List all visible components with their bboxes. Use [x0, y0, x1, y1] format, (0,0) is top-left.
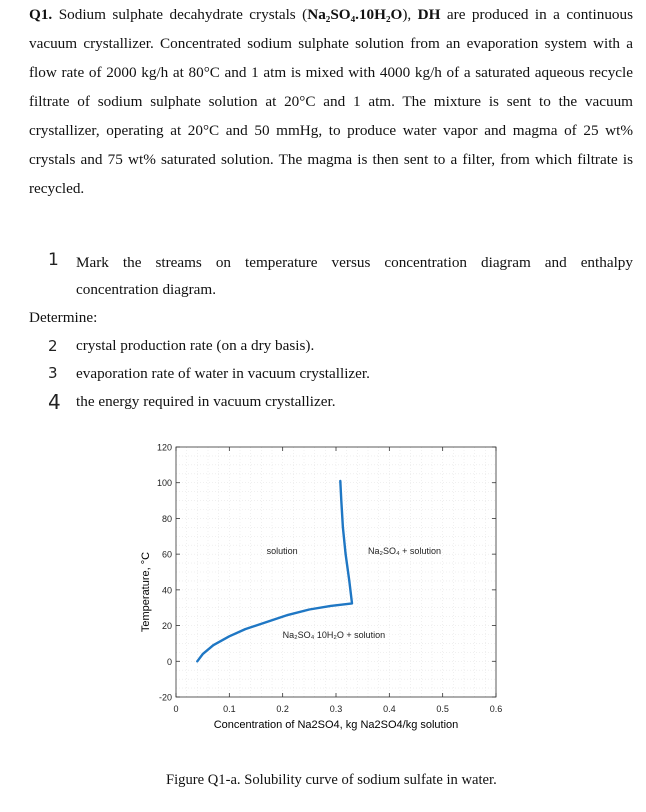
y-tick-label: -20 [158, 692, 172, 703]
question-body: are produced in a continuous vacuum crystallizer. Concentrated sodium sulphate solution from an evaporation system with a flow rate of 2000 kg/h at 80°C and 1 atm is mixed with 4000 kg/h of a saturated aqueous recycle filtrate of sodium sulphate solution at 20°C and 1 atm. The mixture is sent to the vacuum crystallizer, operating at 20°C and 50 mmHg, to produce water vapor and magma of 25 wt% crystals and 75 wt% saturated solution. The magma is then sent to a filter, from which filtrate is recycled. [29, 6, 634, 197]
x-tick-label: 0.4 [383, 704, 396, 714]
task-energy-required: the energy required in vacuum crystallizer. [76, 393, 336, 410]
y-tick-label: 40 [161, 585, 172, 596]
y-tick-label: 20 [161, 621, 172, 632]
determine-label: Determine: [29, 309, 98, 326]
y-tick-label: 120 [156, 442, 172, 453]
y-tick-label: 80 [161, 513, 172, 524]
chemical-formula: Na₂SO₄.10H₂O [307, 6, 403, 23]
x-axis-label: Concentration of Na2SO4, kg Na2SO4/kg solution [213, 719, 459, 731]
handwritten-number-2: 2 [48, 337, 58, 355]
x-tick-label: 0.1 [223, 704, 236, 714]
y-tick-label: 60 [161, 549, 172, 560]
handwritten-number-3: 3 [48, 364, 58, 382]
region-label: Na₂SO₄ 10H₂O + solution [282, 630, 386, 641]
task-crystal-rate: crystal production rate (on a dry basis). [76, 337, 315, 354]
question-intro: Sodium sulphate decahydrate crystals ( [58, 6, 308, 23]
product-abbreviation: DH [417, 6, 441, 23]
x-tick-label: 0.3 [329, 704, 343, 714]
task-mark-line2: concentration diagram. [76, 281, 217, 298]
figure-caption: Figure Q1-a. Solubility curve of sodium sulfate in water. [166, 772, 497, 788]
x-tick-label: 0 [173, 704, 179, 714]
y-tick-label: 0 [166, 656, 172, 667]
task-evaporation-rate: evaporation rate of water in vacuum crystallizer. [76, 365, 370, 382]
x-tick-label: 0.2 [276, 704, 289, 714]
region-label: Na₂SO₄ + solution [368, 546, 441, 557]
handwritten-number-4: 4 [48, 390, 61, 414]
y-tick-label: 100 [156, 478, 172, 489]
question-label: Q1. [29, 6, 53, 23]
x-tick-label: 0.5 [436, 704, 449, 714]
y-axis-label: Temperature, °C [140, 551, 152, 633]
question-after-formula: ), [402, 6, 412, 23]
task-mark-line1: Mark the streams on temperature versus concentration diagram and enthalpy [76, 254, 633, 271]
x-tick-label: 0.6 [489, 704, 503, 714]
region-label: solution [266, 546, 298, 557]
handwritten-number-1: 1 [48, 250, 59, 270]
